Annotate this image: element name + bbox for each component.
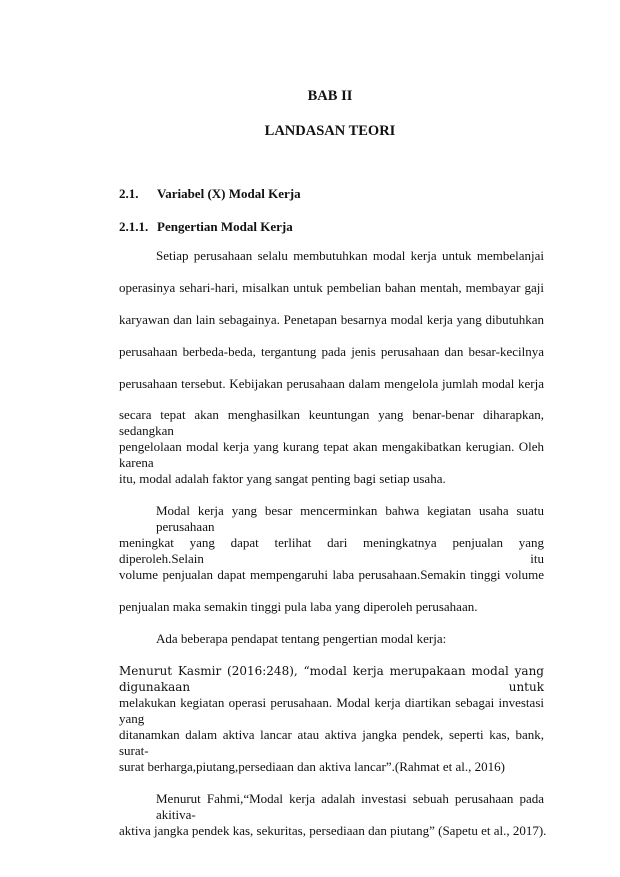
paragraph-line: meningkat yang dapat terlihat dari meningkatnya penjualan yang diperoleh.Selain itu bbox=[119, 535, 544, 566]
paragraph-line: secara tepat akan menghasilkan keuntungan yang benar-benar diharapkan, sedangkan bbox=[119, 407, 544, 438]
paragraph-line: perusahaan tersebut. Kebijakan perusahaan dalam mengelola jumlah modal kerja bbox=[119, 376, 544, 391]
paragraph-line: Modal kerja yang besar mencerminkan bahwa kegiatan usaha suatu perusahaan bbox=[156, 503, 544, 534]
paragraph-line: itu, modal adalah faktor yang sangat penting bagi setiap usaha. bbox=[119, 471, 446, 486]
paragraph-line: penjualan maka semakin tinggi pula laba yang diperoleh perusahaan. bbox=[119, 599, 478, 614]
paragraph-line: Menurut Fahmi,“Modal kerja adalah investasi sebuah perusahaan pada akitiva- bbox=[156, 791, 544, 822]
paragraph-line: Setiap perusahaan selalu membutuhkan modal kerja untuk membelanjai bbox=[156, 248, 544, 263]
section-heading-2-1 bbox=[119, 186, 301, 202]
paragraph-line: Ada beberapa pendapat tentang pengertian modal kerja: bbox=[156, 631, 447, 646]
paragraph-line: operasinya sehari-hari, misalkan untuk pembelian bahan mentah, membayar gaji bbox=[119, 280, 544, 295]
paragraph-line: surat berharga,piutang,persediaan dan aktiva lancar”.(Rahmat et al., 2016) bbox=[119, 759, 505, 774]
paragraph-line: karyawan dan lain sebagainya. Penetapan besarnya modal kerja yang dibutuhkan bbox=[119, 312, 544, 327]
paragraph-line: pengelolaan modal kerja yang kurang tepat akan mengakibatkan kerugian. Oleh karena bbox=[119, 439, 544, 470]
section-title: Variabel (X) Modal Kerja bbox=[157, 186, 301, 201]
paragraph-line: perusahaan berbeda-beda, tergantung pada jenis perusahaan dan besar-kecilnya bbox=[119, 344, 544, 359]
section-title: Pengertian Modal Kerja bbox=[157, 219, 293, 234]
paragraph-line: ditanamkan dalam aktiva lancar atau aktiva jangka pendek, seperti kas, bank, surat- bbox=[119, 727, 544, 758]
section-number: 2.1. bbox=[119, 186, 139, 201]
chapter-number: BAB II bbox=[307, 88, 353, 104]
paragraph-line: melakukan kegiatan operasi perusahaan. Modal kerja diartikan sebagai investasi yang bbox=[119, 695, 544, 726]
paragraph-line: Menurut Kasmir (2016:248), “modal kerja merupakaan modal yang digunakaan untuk bbox=[119, 664, 544, 694]
chapter-title: LANDASAN TEORI bbox=[264, 123, 396, 139]
paragraph-line: volume penjualan dapat mempengaruhi laba perusahaan.Semakin tinggi volume bbox=[119, 567, 544, 582]
paragraph-line: aktiva jangka pendek kas, sekuritas, persediaan dan piutang” (Sapetu et al., 2017). bbox=[119, 823, 547, 838]
section-number: 2.1.1. bbox=[119, 219, 149, 234]
section-heading-2-1-1 bbox=[119, 219, 293, 235]
